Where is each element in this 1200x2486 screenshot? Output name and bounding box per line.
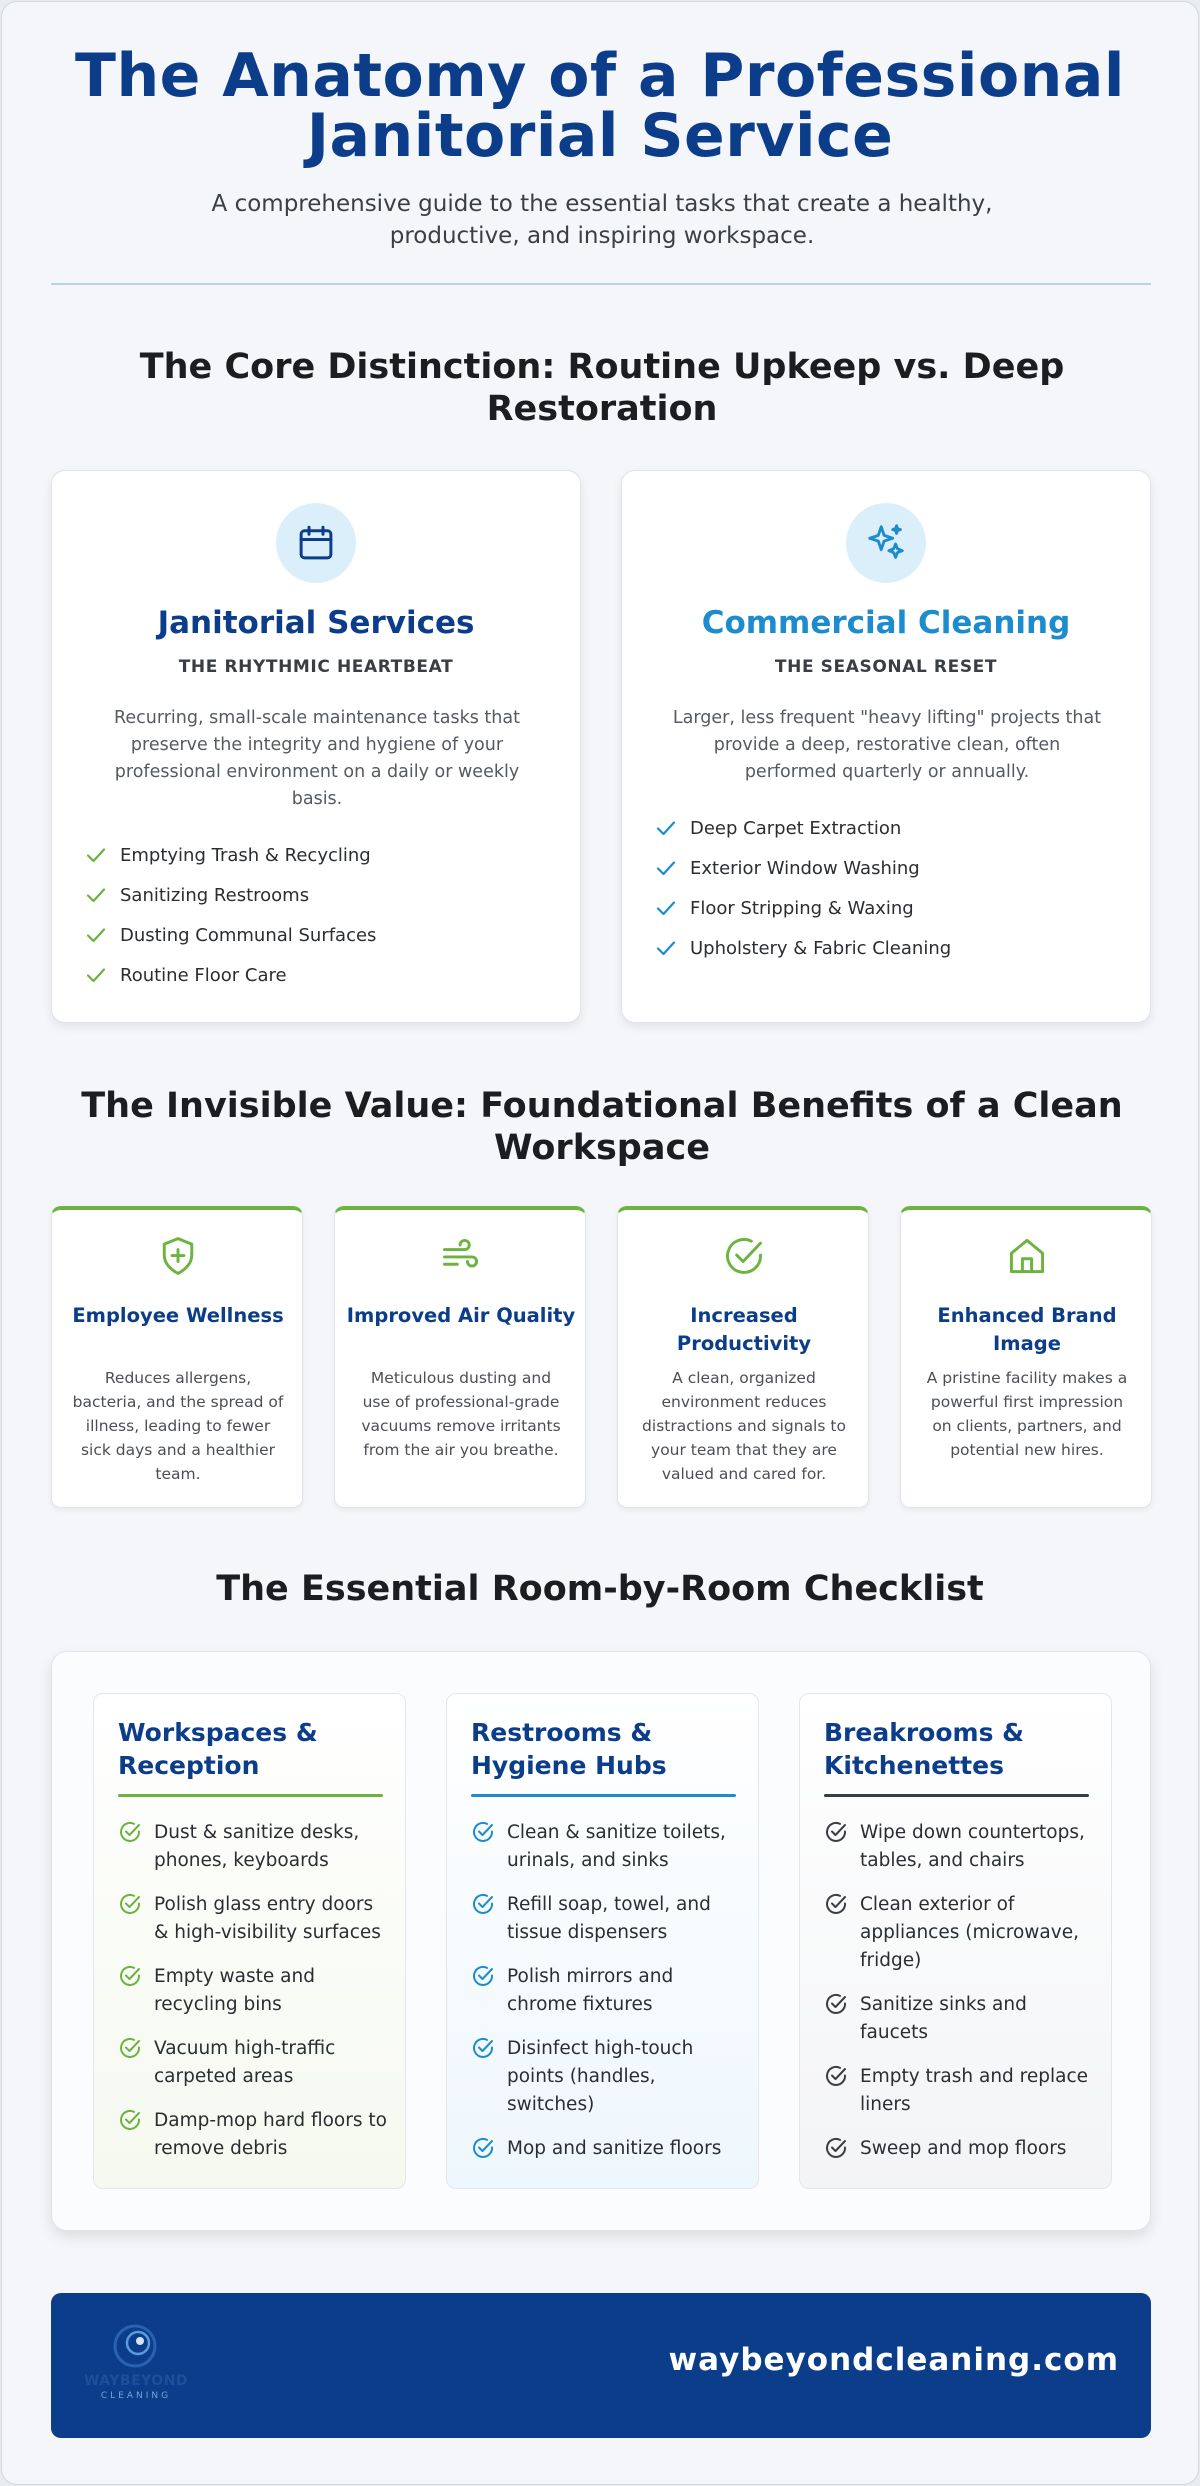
benefit-description: Reduces allergens, bacteria, and the spread of illness, leading to fewer sick days and a healthier team. <box>72 1369 284 1483</box>
company-logo <box>81 2323 191 2413</box>
room-breakrooms <box>799 1693 1112 2189</box>
list-item <box>471 2035 741 2119</box>
benefit-card-employee-wellness <box>51 1206 303 1508</box>
benefit-card-air-quality <box>334 1206 586 1508</box>
check-circle-icon <box>824 2064 848 2088</box>
list-item <box>824 1991 1094 2047</box>
check-circle-icon <box>118 2108 142 2132</box>
benefit-description: Meticulous dusting and use of professional-grade vacuums remove irritants from the air you breathe. <box>361 1369 561 1459</box>
benefit-description: A clean, organized environment reduces distractions and signals to your team that they are valued and cared for. <box>642 1369 846 1483</box>
check-circle-icon <box>722 1234 766 1278</box>
checkmark-icon <box>654 816 678 840</box>
page-title-line-2: Janitorial Service <box>306 101 894 171</box>
list-item-label: Clean & sanitize toilets, urinals, and sinks <box>507 1822 726 1871</box>
checkmark-icon <box>654 896 678 920</box>
list-item-label: Exterior Window Washing <box>690 857 920 879</box>
wind-icon <box>439 1234 483 1278</box>
check-circle-icon <box>824 1892 848 1916</box>
list-item-label: Dusting Communal Surfaces <box>120 924 377 946</box>
website-link[interactable]: waybeyondcleaning.com <box>668 2342 1119 2378</box>
list-item-label: Damp-mop hard floors to remove debris <box>154 2110 387 2159</box>
room-divider <box>118 1794 383 1797</box>
list-item <box>654 848 951 888</box>
check-circle-icon <box>824 2136 848 2160</box>
checkmark-icon <box>84 923 108 947</box>
logo-wordmark: WAYBEYOND <box>83 2373 189 2389</box>
list-item <box>824 1819 1094 1875</box>
list-item <box>471 1891 741 1947</box>
check-circle-icon <box>471 2136 495 2160</box>
check-circle-icon <box>118 1964 142 1988</box>
commercial-cleaning-card <box>621 470 1151 1023</box>
header-divider <box>51 283 1151 285</box>
list-item-label: Polish mirrors and chrome fixtures <box>507 1966 674 2015</box>
list-item-label: Vacuum high-traffic carpeted areas <box>154 2038 336 2087</box>
logo-swirl-icon <box>112 2323 158 2369</box>
list-item <box>118 1963 388 2019</box>
list-item <box>471 2135 741 2163</box>
janitorial-task-list <box>84 835 376 995</box>
room-divider <box>824 1794 1089 1797</box>
list-item <box>118 2107 388 2163</box>
benefit-title: Enhanced Brand Image <box>937 1304 1117 1355</box>
room-title: Workspaces & Reception <box>118 1718 318 1780</box>
room-task-list <box>824 1819 1094 2179</box>
list-item-label: Disinfect high-touch points (handles, switches) <box>507 2038 694 2115</box>
room-title: Breakrooms & Kitchenettes <box>824 1718 1024 1780</box>
checkmark-icon <box>654 856 678 880</box>
shield-plus-icon <box>156 1234 200 1278</box>
home-icon <box>1005 1234 1049 1278</box>
list-item-label: Dust & sanitize desks, phones, keyboards <box>154 1822 360 1871</box>
list-item-label: Emptying Trash & Recycling <box>120 844 371 866</box>
list-item-label: Wipe down countertops, tables, and chairs <box>860 1822 1085 1871</box>
list-item-label: Deep Carpet Extraction <box>690 817 902 839</box>
check-circle-icon <box>118 2036 142 2060</box>
checkmark-icon <box>84 883 108 907</box>
check-circle-icon <box>471 1892 495 1916</box>
list-item <box>118 1819 388 1875</box>
card-description: Recurring, small-scale maintenance tasks that preserve the integrity and hygiene of your professional environment on a daily or weekly basis. <box>114 708 520 809</box>
check-circle-icon <box>118 1820 142 1844</box>
sparkles-icon <box>846 503 926 583</box>
list-item <box>824 2135 1094 2163</box>
page-title <box>2 41 1198 171</box>
check-circle-icon <box>471 1964 495 1988</box>
check-circle-icon <box>824 1992 848 2016</box>
list-item <box>824 2063 1094 2119</box>
benefit-card-brand-image <box>900 1206 1152 1508</box>
check-circle-icon <box>471 1820 495 1844</box>
list-item <box>84 835 376 875</box>
list-item-label: Sanitizing Restrooms <box>120 884 310 906</box>
list-item-label: Polish glass entry doors & high-visibility surfaces <box>154 1894 381 1943</box>
check-circle-icon <box>471 2036 495 2060</box>
infographic-page <box>1 1 1199 2485</box>
benefit-description: A pristine facility makes a powerful first impression on clients, partners, and potential new hires. <box>926 1369 1128 1459</box>
list-item-label: Refill soap, towel, and tissue dispensers <box>507 1894 711 1943</box>
list-item <box>654 928 951 968</box>
page-title-line-1: The Anatomy of a Professional <box>75 41 1125 111</box>
room-task-list <box>118 1819 388 2179</box>
card-tagline: THE SEASONAL RESET <box>774 657 998 677</box>
list-item <box>84 915 376 955</box>
card-title: Janitorial Services <box>157 605 475 641</box>
checkmark-icon <box>84 843 108 867</box>
list-item <box>118 2035 388 2091</box>
checklist-title: The Essential Room-by-Room Checklist <box>216 1569 984 1609</box>
list-item <box>84 875 376 915</box>
check-circle-icon <box>824 1820 848 1844</box>
footer-banner <box>51 2293 1151 2438</box>
list-item-label: Sweep and mop floors <box>860 2138 1067 2159</box>
checkmark-icon <box>654 936 678 960</box>
list-item-label: Empty trash and replace liners <box>860 2066 1089 2115</box>
list-item-label: Sanitize sinks and faucets <box>860 1994 1027 2043</box>
room-workspaces <box>93 1693 406 2189</box>
room-divider <box>471 1794 736 1797</box>
room-restrooms <box>446 1693 759 2189</box>
checkmark-icon <box>84 963 108 987</box>
list-item-label: Floor Stripping & Waxing <box>690 897 914 919</box>
distinction-title: The Core Distinction: Routine Upkeep vs. Deep Restoration <box>139 347 1065 429</box>
logo-subtext: CLEANING <box>100 2391 172 2401</box>
list-item-label: Routine Floor Care <box>120 964 287 986</box>
list-item <box>824 1891 1094 1975</box>
check-circle-icon <box>118 1892 142 1916</box>
room-title: Restrooms & Hygiene Hubs <box>471 1718 667 1780</box>
card-title: Commercial Cleaning <box>701 605 1071 641</box>
card-description: Larger, less frequent "heavy lifting" projects that provide a deep, restorative clean, often performed quarterly or annually. <box>672 708 1102 782</box>
list-item <box>118 1891 388 1947</box>
list-item-label: Upholstery & Fabric Cleaning <box>690 937 952 959</box>
benefits-title: The Invisible Value: Foundational Benefits of a Clean Workspace <box>81 1086 1123 1168</box>
janitorial-services-card <box>51 470 581 1023</box>
list-item <box>654 808 951 848</box>
room-task-list <box>471 1819 741 2179</box>
card-tagline: THE RHYTHMIC HEARTBEAT <box>178 657 454 677</box>
page-subtitle: A comprehensive guide to the essential tasks that create a healthy, productive, and inspiring workspace. <box>211 191 993 249</box>
list-item-label: Clean exterior of appliances (microwave, fridge) <box>860 1894 1079 1971</box>
list-item <box>471 1819 741 1875</box>
list-item-label: Mop and sanitize floors <box>507 2138 722 2159</box>
commercial-task-list <box>654 808 951 968</box>
list-item-label: Empty waste and recycling bins <box>154 1966 315 2015</box>
benefit-title: Improved Air Quality <box>346 1304 576 1327</box>
room-checklist-panel <box>51 1651 1151 2231</box>
calendar-icon <box>276 503 356 583</box>
benefit-title: Employee Wellness <box>72 1304 284 1327</box>
benefit-title: Increased Productivity <box>676 1304 812 1355</box>
list-item <box>654 888 951 928</box>
benefit-card-productivity <box>617 1206 869 1508</box>
list-item <box>471 1963 741 2019</box>
list-item <box>84 955 376 995</box>
